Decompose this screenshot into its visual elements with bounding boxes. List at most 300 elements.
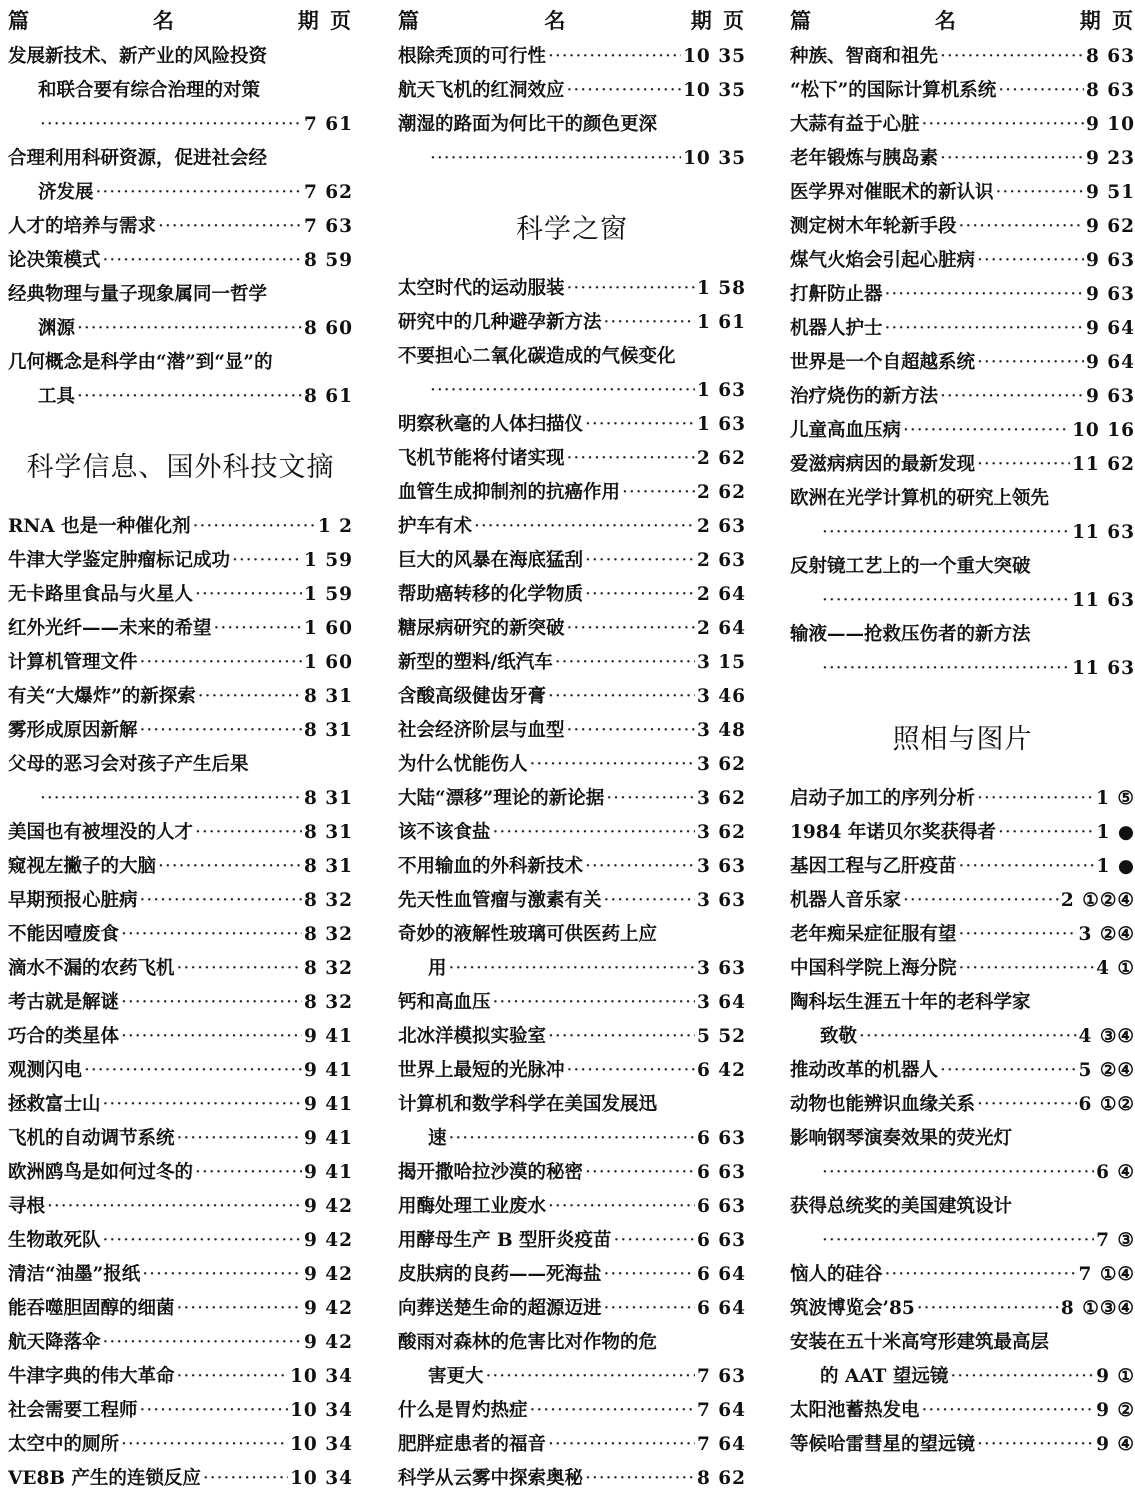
entry-issue-page: 5 ②④ [1078, 1060, 1135, 1081]
entry-issue-page: 11 63 [1072, 590, 1135, 611]
index-entry [8, 1054, 353, 1088]
leader-dots [822, 1156, 1094, 1190]
entry-row [8, 1020, 353, 1054]
entry-row [398, 1428, 746, 1462]
entry-issue-page: 9 42 [303, 1196, 353, 1217]
leader-dots [922, 1394, 1095, 1428]
entry-issue-page: 5 52 [696, 1026, 746, 1047]
entry-row [8, 1122, 353, 1156]
entry-row [790, 312, 1135, 346]
leader-dots [959, 850, 1095, 884]
entry-row [790, 1292, 1135, 1326]
header-name-label: 名 [152, 8, 176, 33]
leader-dots [585, 850, 695, 884]
entry-title: 不用输血的外科新技术 [398, 856, 584, 877]
entry-row [398, 442, 746, 476]
leader-dots [530, 1394, 695, 1428]
entry-title: 该不该食盐 [398, 822, 491, 843]
entry-row [398, 1122, 746, 1156]
entry-row [398, 646, 746, 680]
leader-dots [950, 1360, 1094, 1394]
entry-title: 巧合的类星体 [8, 1026, 120, 1047]
index-entry [8, 210, 353, 244]
entry-title: 早期预报心脏病 [8, 890, 138, 911]
entry-title: “松下”的国际计算机系统 [790, 80, 997, 101]
entry-issue-page: 2 64 [696, 584, 746, 605]
leader-dots [604, 884, 695, 918]
entry-issue-page: 9 ① [1096, 1366, 1135, 1387]
index-entry [398, 1258, 746, 1292]
leader-dots [977, 448, 1070, 482]
index-entry [8, 244, 353, 278]
entry-title: 的 AAT 望远镜 [820, 1366, 949, 1387]
entry-issue-page: 1 59 [303, 584, 353, 605]
entry-issue-page: 8 31 [303, 686, 353, 707]
leader-dots [140, 884, 302, 918]
entry-title: 爱滋病病因的最新发现 [790, 454, 976, 475]
leader-dots [548, 1190, 695, 1224]
index-entry [8, 1088, 353, 1122]
index-entry [8, 918, 353, 952]
index-entry [790, 816, 1135, 850]
index-entry [8, 578, 353, 612]
entry-title: 红外光纤——未来的希望 [8, 618, 212, 639]
entry-row [8, 1394, 353, 1428]
entry-row [790, 918, 1135, 952]
entry-row [398, 272, 746, 306]
entry-title: 儿童高血压病 [790, 420, 902, 441]
entry-row [790, 1224, 1135, 1258]
leader-dots [232, 544, 302, 578]
index-entry [398, 408, 746, 442]
entry-row [398, 748, 746, 782]
index-entry [8, 1326, 353, 1360]
leader-dots [77, 380, 302, 414]
entry-issue-page: 9 42 [303, 1298, 353, 1319]
entry-issue-page: 8 31 [303, 720, 353, 741]
entry-issue-page: 1 63 [696, 414, 746, 435]
leader-dots [449, 1122, 695, 1156]
leader-dots [940, 40, 1084, 74]
entry-issue-page: 1 2 [317, 516, 353, 537]
leader-dots [567, 442, 695, 476]
index-entry [398, 1224, 746, 1258]
entry-row [790, 142, 1135, 176]
entry-issue-page: 9 62 [1085, 216, 1135, 237]
entry-title: 生物敢死队 [8, 1230, 101, 1251]
entry-title-line: 反射镜工艺上的一个重大突破 [790, 556, 1031, 577]
leader-dots [996, 176, 1084, 210]
index-entry [398, 1054, 746, 1088]
entry-issue-page: 1 ● [1096, 856, 1135, 877]
leader-dots [121, 1428, 288, 1462]
entry-title: 机器人音乐家 [790, 890, 902, 911]
leader-dots [493, 816, 695, 850]
section-heading: 照相与图片 [892, 724, 1033, 755]
index-entry [8, 1122, 353, 1156]
entry-issue-page: 9 41 [303, 1060, 353, 1081]
leader-dots [486, 1360, 695, 1394]
entry-issue-page: 2 63 [696, 550, 746, 571]
entry-row [398, 476, 746, 510]
entry-issue-page: 1 ● [1096, 822, 1135, 843]
entry-issue-page: 2 62 [696, 482, 746, 503]
index-entry [790, 74, 1135, 108]
entry-title: 老年痴呆症征服有望 [790, 924, 957, 945]
leader-dots [47, 1190, 302, 1224]
leader-dots [903, 884, 1059, 918]
entry-issue-page: 6 ①② [1078, 1094, 1135, 1115]
leader-dots [103, 1088, 302, 1122]
leader-dots [530, 748, 695, 782]
entry-issue-page: 8 32 [303, 992, 353, 1013]
entry-title: 社会需要工程师 [8, 1400, 138, 1421]
entry-title: 科学从云雾中探索奥秘 [398, 1468, 584, 1489]
index-entry [398, 544, 746, 578]
entry-title: 飞机的自动调节系统 [8, 1128, 175, 1149]
index-entry [790, 278, 1135, 312]
entry-row [8, 210, 353, 244]
entry-title: 北冰洋模拟实验室 [398, 1026, 547, 1047]
index-entry [8, 884, 353, 918]
index-entry [8, 1224, 353, 1258]
index-entry [8, 646, 353, 680]
index-entry [8, 278, 353, 346]
leader-dots [940, 142, 1084, 176]
entry-title-line: 发展新技术、新产业的风险投资 [8, 46, 268, 67]
entry-title: 害更大 [428, 1366, 484, 1387]
leader-dots [84, 1054, 302, 1088]
index-entry [790, 986, 1135, 1054]
index-entry [790, 550, 1135, 618]
leader-dots [940, 380, 1084, 414]
index-entry [398, 272, 746, 306]
entry-row [8, 1088, 353, 1122]
entry-row [8, 782, 353, 816]
leader-dots [158, 210, 302, 244]
entry-title: 动物也能辨识血缘关系 [790, 1094, 976, 1115]
entry-title: 清洁“油墨”报纸 [8, 1264, 141, 1285]
entry-issue-page: 9 41 [303, 1162, 353, 1183]
entry-row [398, 1360, 746, 1394]
entry-title: 观测闪电 [8, 1060, 83, 1081]
index-entry [790, 414, 1135, 448]
index-entry [398, 1428, 746, 1462]
index-entry [8, 1462, 353, 1496]
index-entry [398, 476, 746, 510]
entry-title: 寻根 [8, 1196, 46, 1217]
index-entry [398, 646, 746, 680]
entry-issue-page: 8 32 [303, 890, 353, 911]
entry-issue-page: 10 35 [683, 46, 746, 67]
index-entry [398, 986, 746, 1020]
entry-title-line: 经典物理与量子现象属同一哲学 [8, 284, 268, 305]
entry-title: 太空中的厕所 [8, 1434, 120, 1455]
entry-title: 太阳池蓄热发电 [790, 1400, 920, 1421]
index-entry [8, 1394, 353, 1428]
entry-row [398, 1020, 746, 1054]
entry-issue-page: 11 62 [1072, 454, 1135, 475]
entry-title: 牛津字典的伟大革命 [8, 1366, 175, 1387]
entry-title: 明察秋毫的人体扫描仪 [398, 414, 584, 435]
entry-issue-page: 9 63 [1085, 386, 1135, 407]
entry-title: 巨大的风暴在海底猛刮 [398, 550, 584, 571]
section-heading: 科学信息、国外科技文摘 [26, 452, 335, 483]
entry-title: 有关“大爆炸”的新探索 [8, 686, 196, 707]
index-entry [8, 714, 353, 748]
entry-issue-page: 7 63 [303, 216, 353, 237]
entry-issue-page: 8 60 [303, 318, 353, 339]
index-entry [790, 244, 1135, 278]
entry-title: RNA 也是一种催化剂 [8, 516, 191, 537]
entry-title: 人才的培养与需求 [8, 216, 157, 237]
leader-dots [604, 306, 695, 340]
column-header [398, 0, 746, 40]
entry-title: 糖尿病研究的新突破 [398, 618, 565, 639]
entry-title: 1984 年诺贝尔奖获得者 [790, 822, 996, 843]
index-entry [398, 1020, 746, 1054]
entry-row [398, 1054, 746, 1088]
entry-issue-page: 8 31 [303, 788, 353, 809]
leader-dots [567, 74, 682, 108]
entry-row [8, 612, 353, 646]
entry-title: 用 [428, 958, 447, 979]
entry-row [398, 884, 746, 918]
entry-row [790, 516, 1135, 550]
entry-row [790, 652, 1135, 686]
index-entry [8, 850, 353, 884]
entry-issue-page: 10 34 [290, 1434, 353, 1455]
entry-row [790, 380, 1135, 414]
entry-row [8, 510, 353, 544]
entry-issue-page: 8 63 [1085, 80, 1135, 101]
leader-dots [959, 918, 1077, 952]
index-entry [398, 918, 746, 986]
leader-dots [140, 714, 302, 748]
entry-title: 窥视左撇子的大脑 [8, 856, 157, 877]
leader-dots [977, 1428, 1094, 1462]
entry-title-line: 输液——抢救压伤者的新方法 [790, 624, 1031, 645]
leader-dots [940, 1054, 1077, 1088]
entry-issue-page: 2 ①②④ [1060, 890, 1135, 911]
leader-dots [140, 1394, 289, 1428]
index-entry [398, 680, 746, 714]
entry-issue-page: 2 64 [696, 618, 746, 639]
entry-issue-page: 3 62 [696, 822, 746, 843]
entry-issue-page: 9 ② [1096, 1400, 1135, 1421]
index-entry [398, 340, 746, 408]
entry-row [8, 108, 353, 142]
entry-row [790, 108, 1135, 142]
leader-dots [959, 210, 1084, 244]
entry-row [790, 952, 1135, 986]
leader-dots [903, 414, 1070, 448]
entry-title: 用酵母生产 B 型肝炎疫苗 [398, 1230, 612, 1251]
index-entry [790, 850, 1135, 884]
entry-issue-page: 9 41 [303, 1026, 353, 1047]
entry-issue-page: 10 34 [290, 1468, 353, 1489]
entry-row [790, 1394, 1135, 1428]
entry-row [8, 918, 353, 952]
leader-dots [822, 652, 1070, 686]
entry-issue-page: 7 ①④ [1078, 1264, 1135, 1285]
index-entry [790, 346, 1135, 380]
leader-dots [77, 312, 302, 346]
leader-dots [604, 1292, 695, 1326]
leader-dots [214, 612, 302, 646]
entry-issue-page: 8 31 [303, 822, 353, 843]
leader-dots [977, 1088, 1077, 1122]
index-entry [790, 482, 1135, 550]
entry-issue-page: 8 ①③④ [1060, 1298, 1135, 1319]
entry-title: 社会经济阶层与血型 [398, 720, 565, 741]
entry-title: 滴水不漏的农药飞机 [8, 958, 175, 979]
entry-row [8, 850, 353, 884]
index-entry [790, 108, 1135, 142]
entry-issue-page: 9 63 [1085, 284, 1135, 305]
leader-dots [922, 108, 1084, 142]
entry-title: 老年锻炼与胰岛素 [790, 148, 939, 169]
entry-issue-page: 7 64 [696, 1434, 746, 1455]
leader-dots [614, 1224, 695, 1258]
index-entry [790, 782, 1135, 816]
entry-title: 论决策模式 [8, 250, 101, 271]
entry-title-line: 计算机和数学科学在美国发展迅 [398, 1094, 658, 1115]
index-entry [398, 1190, 746, 1224]
entry-title: 无卡路里食品与火星人 [8, 584, 194, 605]
entry-issue-page: 7 61 [303, 114, 353, 135]
leader-dots [177, 1122, 302, 1156]
leader-dots [555, 646, 695, 680]
index-entry [8, 952, 353, 986]
entry-row [8, 1428, 353, 1462]
index-entry [790, 1292, 1135, 1326]
leader-dots [96, 176, 302, 210]
entry-row [8, 312, 353, 346]
entry-row [398, 714, 746, 748]
leader-dots [567, 1054, 695, 1088]
entry-issue-page: 9 63 [1085, 250, 1135, 271]
leader-dots [474, 510, 695, 544]
entry-title-line: 合理利用科研资源，促进社会经 [8, 148, 268, 169]
section-gap [398, 176, 746, 206]
entry-title: 航天降落伞 [8, 1332, 101, 1353]
entry-issue-page: 9 64 [1085, 352, 1135, 373]
index-entry [8, 1020, 353, 1054]
leader-dots [203, 1462, 288, 1496]
entry-title: 向葬送楚生命的超源迈进 [398, 1298, 602, 1319]
entry-title: 用酶处理工业废水 [398, 1196, 547, 1217]
entry-issue-page: 3 63 [696, 958, 746, 979]
entry-row [8, 1360, 353, 1394]
index-entry [8, 748, 353, 816]
leader-dots [822, 516, 1070, 550]
index-entry [8, 1292, 353, 1326]
leader-dots [585, 1156, 695, 1190]
entry-issue-page: 6 63 [696, 1162, 746, 1183]
leader-dots [449, 952, 695, 986]
entry-title: 治疗烧伤的新方法 [790, 386, 939, 407]
entry-title-line: 陶科坛生涯五十年的老科学家 [790, 992, 1031, 1013]
header-name-label: 名 [934, 8, 958, 33]
leader-dots [195, 816, 302, 850]
entry-title: 渊源 [38, 318, 76, 339]
entry-title: 不能因噎废食 [8, 924, 120, 945]
entry-row [790, 40, 1135, 74]
entry-issue-page: 9 41 [303, 1128, 353, 1149]
entry-title: 世界是一个自超越系统 [790, 352, 976, 373]
index-entry [398, 1088, 746, 1156]
entry-row [8, 1156, 353, 1190]
leader-dots [158, 850, 302, 884]
entry-title-line: 酸雨对森林的危害比对作物的危 [398, 1332, 658, 1353]
entry-title: 种族、智商和祖先 [790, 46, 939, 67]
entry-title: 根除秃顶的可行性 [398, 46, 547, 67]
entry-row [790, 1360, 1135, 1394]
entry-issue-page: 9 42 [303, 1332, 353, 1353]
entry-issue-page: 7 63 [696, 1366, 746, 1387]
index-entry [398, 510, 746, 544]
entry-title: 致敬 [820, 1026, 858, 1047]
entry-issue-page: 9 41 [303, 1094, 353, 1115]
entry-title: 飞机节能将付诸实现 [398, 448, 565, 469]
entry-issue-page: 1 59 [303, 550, 353, 571]
entry-row [8, 244, 353, 278]
leader-dots [567, 612, 695, 646]
leader-dots [585, 1462, 695, 1496]
index-entry [8, 1156, 353, 1190]
entry-row [398, 782, 746, 816]
index-entry [790, 210, 1135, 244]
entry-row [398, 306, 746, 340]
leader-dots [193, 510, 316, 544]
entry-issue-page: 9 23 [1085, 148, 1135, 169]
entry-issue-page: 8 62 [696, 1468, 746, 1489]
entry-row [790, 1428, 1135, 1462]
index-entry [790, 448, 1135, 482]
index-entry [8, 40, 353, 142]
entry-title: 牛津大学鉴定肿瘤标记成功 [8, 550, 231, 571]
entry-title: VE8B 产生的连锁反应 [8, 1468, 201, 1489]
entry-title: 欧洲鸥鸟是如何过冬的 [8, 1162, 194, 1183]
entry-title: 恼人的硅谷 [790, 1264, 883, 1285]
entry-title: 等候哈雷彗星的望远镜 [790, 1434, 976, 1455]
index-entry [8, 1258, 353, 1292]
entry-row [8, 714, 353, 748]
index-entry [790, 1054, 1135, 1088]
index-entry [398, 578, 746, 612]
index-entry [8, 612, 353, 646]
leader-dots [40, 782, 302, 816]
entry-row [8, 544, 353, 578]
entry-title: 什么是胃灼热症 [398, 1400, 528, 1421]
entry-issue-page: 10 34 [290, 1366, 353, 1387]
entry-title: 护车有术 [398, 516, 473, 537]
leader-dots [198, 680, 302, 714]
leader-dots [430, 142, 681, 176]
leader-dots [585, 544, 695, 578]
entry-row [790, 176, 1135, 210]
entry-title: 计算机管理文件 [8, 652, 138, 673]
index-entry [398, 108, 746, 176]
section-gap [8, 414, 353, 444]
index-entry [398, 1292, 746, 1326]
entry-title-line: 欧洲在光学计算机的研究上领先 [790, 488, 1050, 509]
leader-dots [548, 1428, 695, 1462]
entry-title: 太空时代的运动服装 [398, 278, 565, 299]
entry-issue-page: 8 63 [1085, 46, 1135, 67]
leader-dots [177, 1360, 289, 1394]
